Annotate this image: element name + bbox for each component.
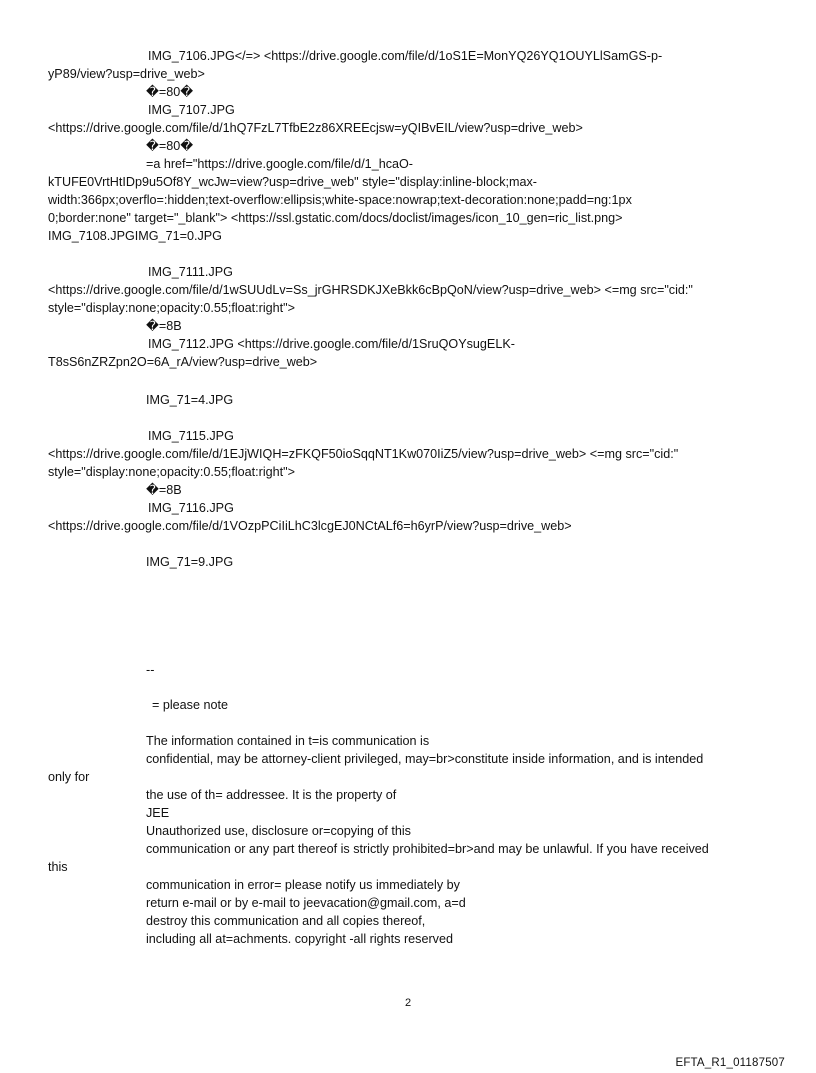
page-number: 2 — [404, 997, 412, 1009]
text-line: <https://drive.google.com/file/d/1hQ7FzL7TfbE2z86XREEcjsw=yQIBvEIL/view?usp=drive_web> — [48, 121, 583, 135]
signature-separator: -- — [146, 663, 155, 677]
text-line: communication or any part thereof is strictly prohibited=br>and may be unlawful. If you have received — [146, 842, 709, 856]
text-line: T8sS6nZRZpn2O=6A_rA/view?usp=drive_web> — [48, 355, 318, 369]
text-line: �=8B — [146, 483, 182, 497]
text-line: style="display:none;opacity:0.55;float:right"> — [48, 465, 295, 479]
text-line: =a href="https://drive.google.com/file/d/1_hcaO- — [146, 157, 413, 171]
text-line: <https://drive.google.com/file/d/1wSUUdLv=Ss_jrGHRSDKJXeBkk6cBpQoN/view?usp=drive_web> <=mg src="cid:" — [48, 283, 693, 297]
text-line: communication in error= please notify us immediately by — [146, 878, 460, 892]
text-line: the use of th= addressee. It is the property of — [146, 788, 397, 802]
text-line: IMG_7108.JPGIMG_71=0.JPG — [48, 229, 222, 243]
text-line: IMG_7106.JPG</=> <https://drive.google.com/file/d/1oS1E=MonYQ26YQ1OUYLlSamGS-p- — [148, 49, 663, 63]
text-line: kTUFE0VrtHtIDp9u5Of8Y_wcJw=view?usp=drive_web" style="display:inline-block;max- — [48, 175, 537, 189]
text-line: confidential, may be attorney-client privileged, may=br>constitute inside information, and is intended — [146, 752, 704, 766]
text-line: IMG_7112.JPG <https://drive.google.com/file/d/1SruQOYsugELK- — [148, 337, 515, 351]
text-line: IMG_71=9.JPG — [146, 555, 234, 569]
text-line: <https://drive.google.com/file/d/1EJjWIQH=zFKQF50ioSqqNT1Kw070IiZ5/view?usp=drive_web> <=mg src="cid:" — [48, 447, 679, 461]
text-line: this — [48, 860, 68, 874]
text-line: �=8B — [146, 319, 182, 333]
text-line: IMG_7107.JPG — [148, 103, 235, 117]
text-line: width:366px;overflo=:hidden;text-overflow:ellipsis;white-space:nowrap;text-decoration:none;padd=ng:1px — [48, 193, 632, 207]
text-line: IMG_7111.JPG — [148, 265, 233, 279]
text-line: destroy this communication and all copies thereof, — [146, 914, 426, 928]
text-line: return e-mail or by e-mail to jeevacation@gmail.com, a=d — [146, 896, 466, 910]
text-line: IMG_7116.JPG — [148, 501, 234, 515]
text-line: yP89/view?usp=drive_web> — [48, 67, 205, 81]
text-line: including all at=achments. copyright -all rights reserved — [146, 932, 453, 946]
notice-heading: = please note — [152, 698, 228, 712]
text-line: style="display:none;opacity:0.55;float:right"> — [48, 301, 295, 315]
text-line: only for — [48, 770, 90, 784]
text-line: JEE — [146, 806, 170, 820]
text-line: �=80� — [146, 139, 194, 153]
text-line: IMG_71=4.JPG — [146, 393, 234, 407]
footer-document-id: EFTA_R1_01187507 — [675, 1057, 785, 1069]
text-line: <https://drive.google.com/file/d/1VOzpPCiIiLhC3lcgEJ0NCtALf6=h6yrP/view?usp=drive_web> — [48, 519, 572, 533]
text-line: The information contained in t=is communication is — [146, 734, 430, 748]
text-line: 0;border:none" target="_blank"> <https://ssl.gstatic.com/docs/doclist/images/icon_10_gen=ric_list.png> — [48, 211, 623, 225]
text-line: �=80� — [146, 85, 194, 99]
text-line: IMG_7115.JPG — [148, 429, 234, 443]
text-line: Unauthorized use, disclosure or=copying of this — [146, 824, 411, 838]
